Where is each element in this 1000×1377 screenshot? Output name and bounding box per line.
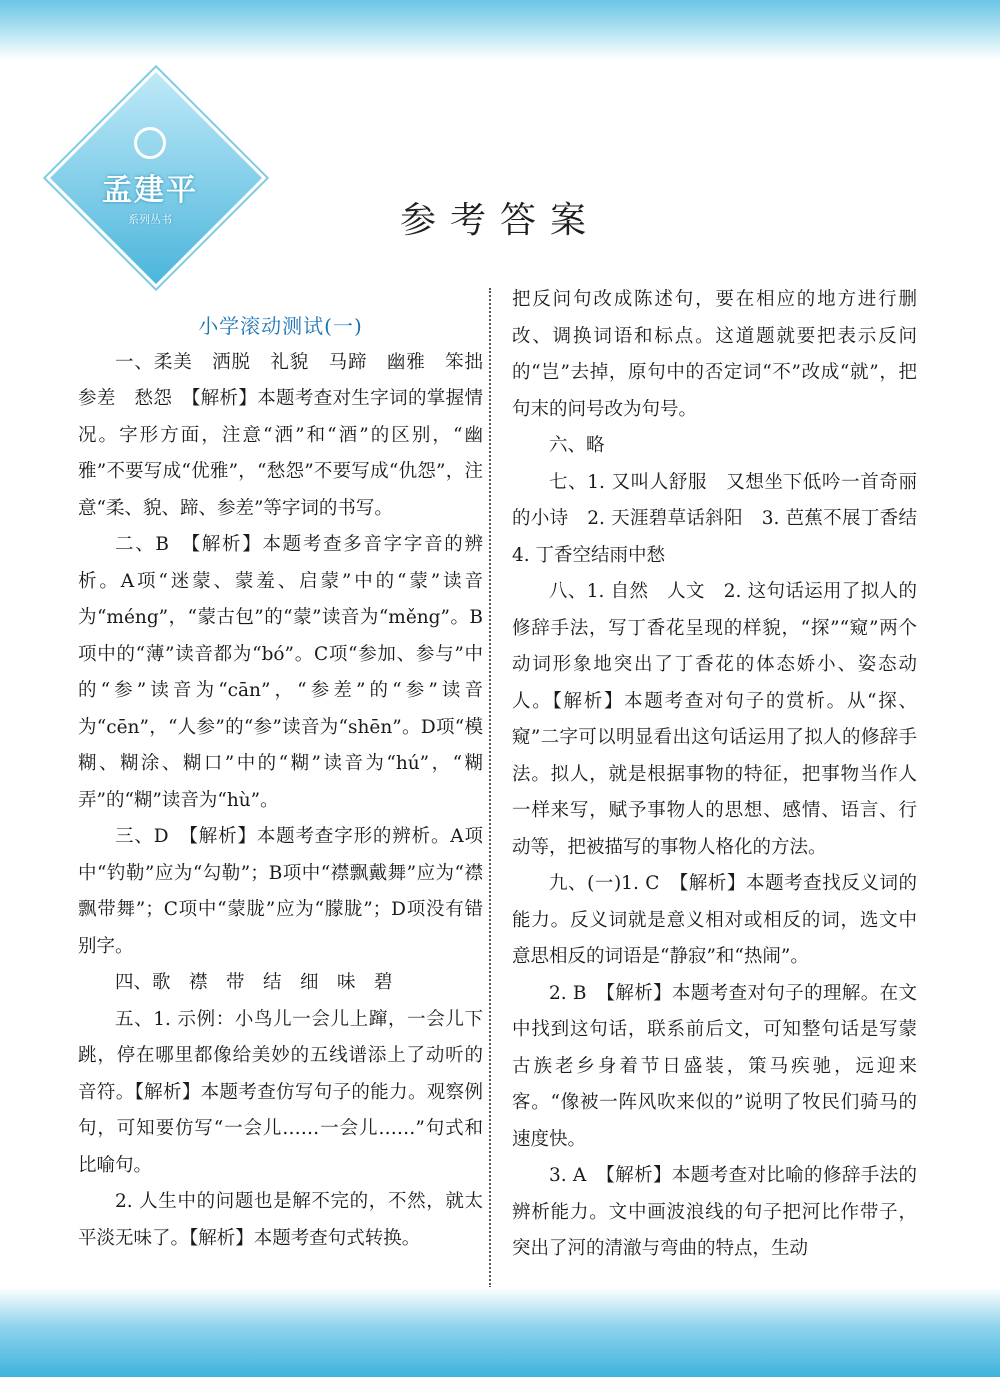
answer-paragraph: 五、1. 示例：小鸟儿一会儿上蹿，一会儿下跳，停在哪里都像给美妙的五线谱添上了动听的音符。【解析】本题考查仿写句子的能力。观察例句，可知要仿写“一会儿……一会儿……”句式和比喻句。: [78, 1008, 483, 1176]
answer-paragraph: 把反问句改成陈述句，要在相应的地方进行删改、调换词语和标点。这道题就要把表示反问的“岂”去掉，原句中的否定词“不”改成“就”，把句末的问号改为句号。: [512, 289, 917, 420]
column-divider: [489, 288, 491, 1288]
answer-paragraph: 六、略: [549, 435, 605, 456]
answer-paragraph: 二、B 【解析】本题考查多音字字音的辨析。A项“迷蒙、蒙羞、启蒙”中的“蒙”读音为“méng”，“蒙古包”的“蒙”读音为“měng”。B项中的“薄”读音都为“bó”。C项“参加、参与”中的“参”读音为“cān”，“参差”的“参”读音为“cēn”，“人参”的“参”读音为“shēn”。D项“模糊、糊涂、糊口”中的“糊”读音为“hú”，“糊弄”的“糊”读音为“hù”。: [78, 534, 483, 811]
section-title: 小学滚动测试(一): [198, 314, 363, 338]
answer-paragraph: 八、1. 自然 人文 2. 这句话运用了拟人的修辞手法，写丁香花呈现的样貌，“探”“窥”两个动词形象地突出了丁香花的体态娇小、姿态动人。【解析】本题考查对句子的赏析。从“探、窥”二字可以明显看出这句话运用了拟人的修辞手法。拟人，就是根据事物的特征，把事物当作人一样来写，赋予事物人的思想、感情、语言、行动等，把被描写的事物人格化的方法。: [512, 581, 917, 858]
brand-logo: [70, 112, 230, 242]
left-column: [78, 308, 502, 1257]
answer-paragraph: 2. B 【解析】本题考查对句子的理解。在文中找到这句话，联系前后文，可知整句话是写蒙古族老乡身着节日盛装，策马疾驰，远迎来客。“像被一阵风吹来似的”说明了牧民们骑马的速度快。: [512, 982, 917, 1150]
brand-name: 孟建平: [102, 173, 198, 208]
sun-icon: [134, 127, 166, 159]
brand-subtitle: 系列丛书: [128, 213, 172, 226]
answer-paragraph: 九、(一)1. C 【解析】本题考查找反义词的能力。反义词就是意义相对或相反的词，选文中意思相反的词语是“静寂”和“热闹”。: [512, 873, 917, 967]
answer-paragraph: 3. A 【解析】本题考查对比喻的修辞手法的辨析能力。文中画波浪线的句子把河比作带子，突出了河的清澈与弯曲的特点，生动: [512, 1165, 917, 1259]
answer-paragraph: 七、1. 又叫人舒服 又想坐下低吟一首奇丽的小诗 2. 天涯碧草话斜阳 3. 芭蕉不展丁香结 4. 丁香空结雨中愁: [512, 471, 936, 566]
answer-paragraph: 三、D 【解析】本题考查字形的辨析。A项中“钓勒”应为“勾勒”；B项中“襟飘戴舞”应为“襟飘带舞”；C项中“蒙胧”应为“朦胧”；D项没有错别字。: [78, 826, 483, 957]
bottom-decorative-band: [0, 1287, 1000, 1377]
answer-paragraph: 四、歌 襟 带 结 细 味 碧: [115, 972, 393, 993]
answer-paragraph: 一、柔美 洒脱 礼貌 马蹄 幽雅 笨拙 参差 愁怨 【解析】本题考查对生字词的掌握情况。字形方面，注意“洒”和“酒”的区别，“幽雅”不要写成“优雅”，“愁怨”不要写成“仇怨”，注意“柔、貌、蹄、参差”等字词的书写。: [78, 351, 502, 519]
top-decorative-band: [0, 0, 1000, 60]
right-column: [512, 282, 936, 1268]
page-title: 参考答案: [399, 200, 600, 241]
answer-paragraph: 2. 人生中的问题也是解不完的，不然，就太平淡无味了。【解析】本题考查句式转换。: [78, 1191, 483, 1249]
